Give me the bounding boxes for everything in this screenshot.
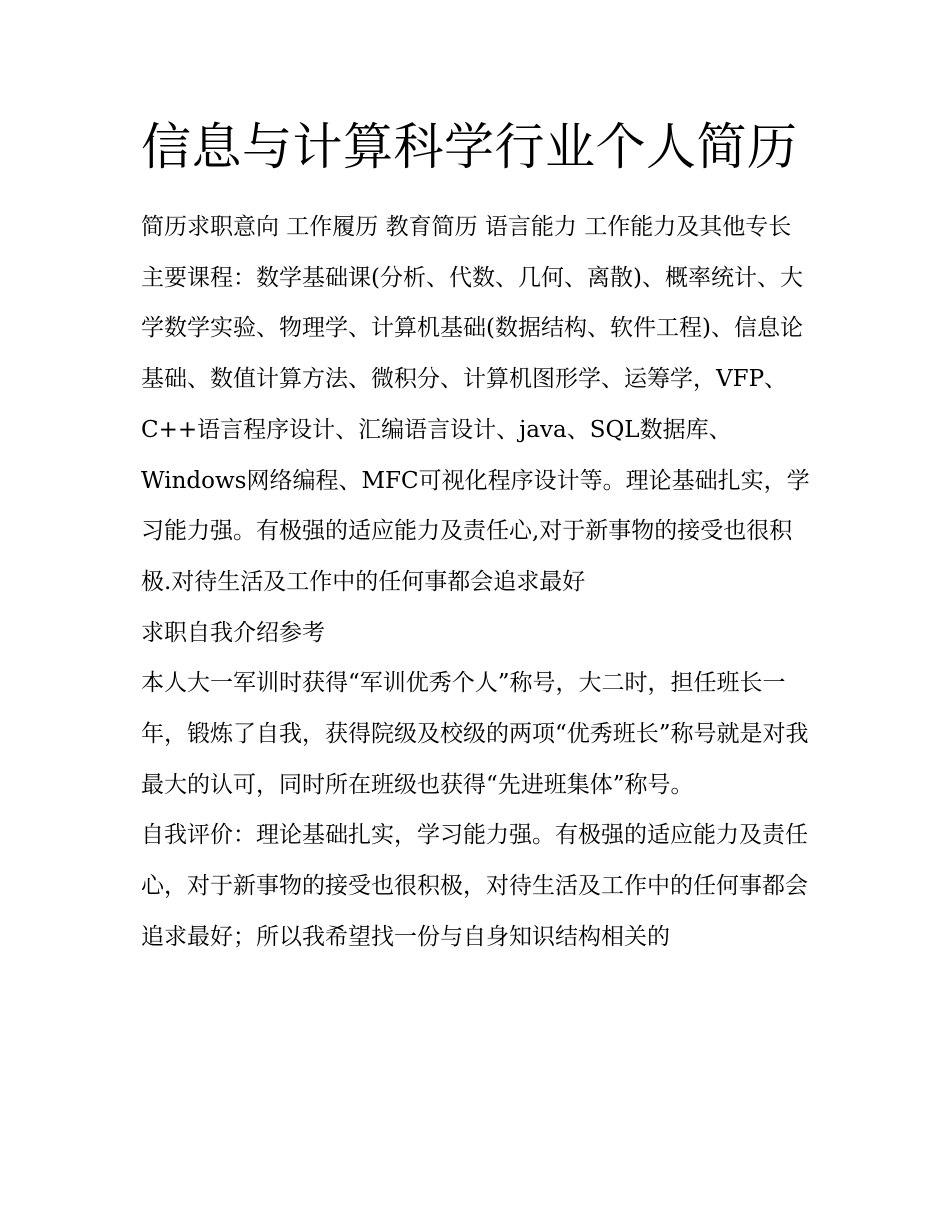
- paragraph-resume-sections: 简历求职意向 工作履历 教育简历 语言能力 工作能力及其他专长: [141, 214, 792, 240]
- paragraph-self-evaluation: 自我评价：理论基础扎实，学习能力强。有极强的适应能力及责任心，对于新事物的接受也很积极，对待生活及工作中的任何事都会追求最好；所以我希望找一份与自身知识结构相关的: [141, 822, 808, 950]
- document-title: 信息与计算科学行业个人简历: [141, 118, 798, 176]
- paragraph-main-courses: 主要课程：数学基础课(分析、代数、几何、离散)、概率统计、大学数学实验、物理学、计算机基础(数据结构、软件工程)、信息论基础、数值计算方法、微积分、计算机图形学、运筹学，VFP、C++语言程序设计、汇编语言设计、java、SQL数据库、Windows网络编程、MFC可视化程序设计等。理论基础扎实，学习能力强。有极强的适应能力及责任心,对于新事物的接受也很积极.对待生活及工作中的任何事都会追求最好: [141, 264, 810, 595]
- paragraph-honors: 本人大一军训时获得“军训优秀个人”称号，大二时，担任班长一年，锻炼了自我，获得院级及校级的两项“优秀班长”称号就是对我最大的认可，同时所在班级也获得“先进班集体”称号。: [141, 670, 809, 798]
- document-body: [141, 202, 821, 963]
- paragraph-self-intro-heading: 求职自我介绍参考: [141, 619, 325, 646]
- document-page: [141, 112, 821, 963]
